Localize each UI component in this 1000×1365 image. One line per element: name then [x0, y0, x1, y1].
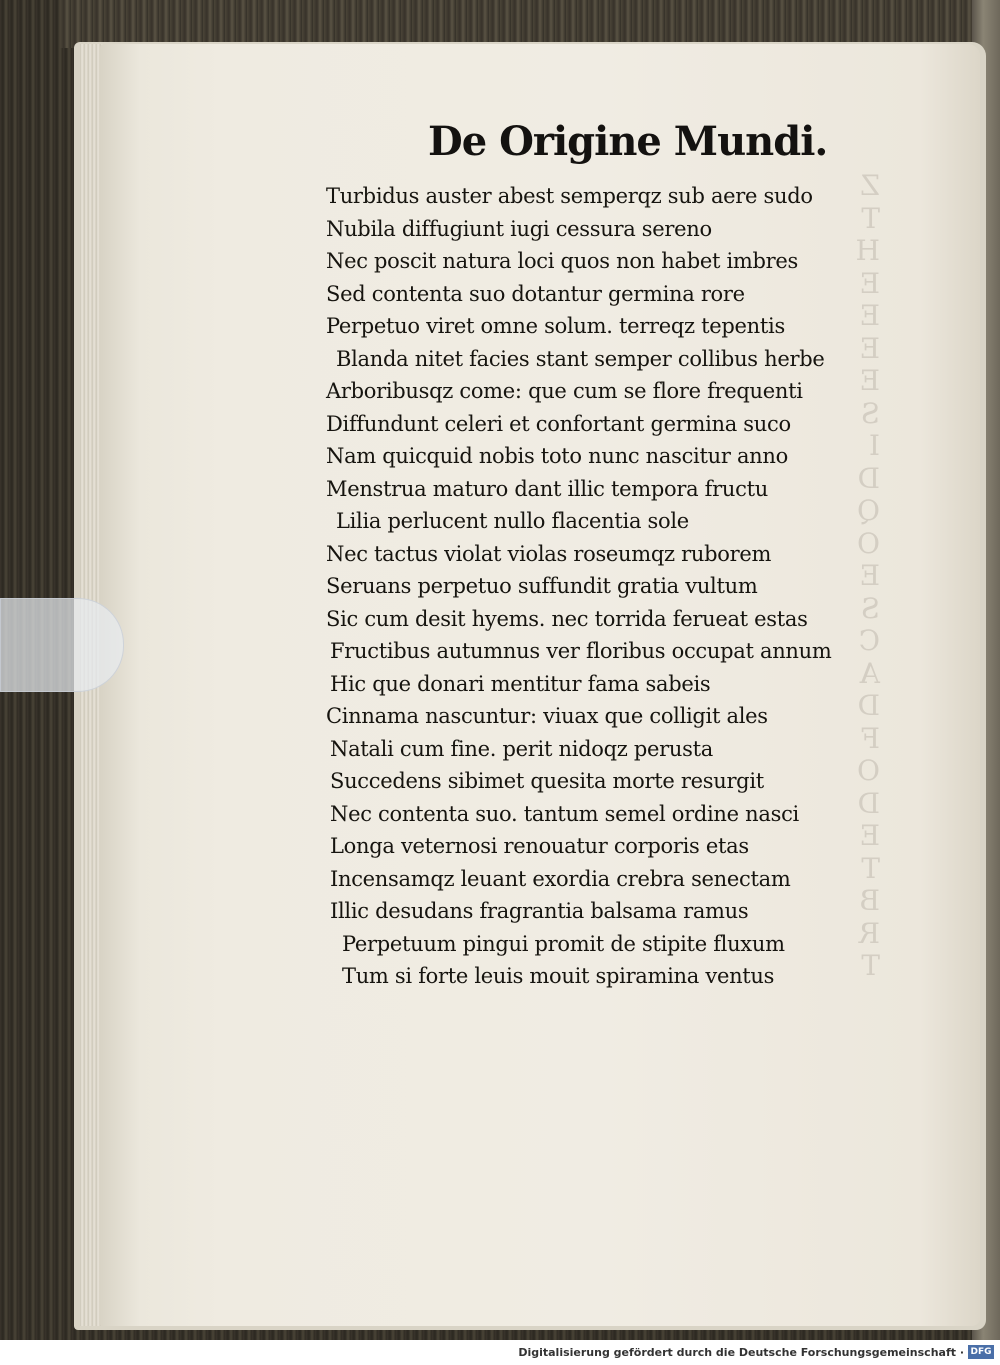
funding-credit: Digitalisierung gefördert durch die Deutsche Forschungsgemeinschaft ·: [518, 1346, 964, 1359]
page-title: De Origine Mundi.: [428, 118, 828, 165]
verse-line: Arboribusqz come: que cum se flore frequenti: [326, 379, 803, 403]
verse-line: Nec tactus violat violas roseumqz ruborem: [326, 541, 772, 566]
verse-list: [326, 180, 866, 993]
transparent-page-clip: [0, 598, 124, 692]
verse-line: Nam quicquid nobis toto nunc nascitur anno: [326, 444, 788, 468]
verse-line: Longa veternosi renouatur corporis etas: [330, 834, 749, 858]
verse-line: Sed contenta suo dotantur germina rore: [326, 281, 745, 306]
verse-line: Perpetuo viret omne solum. terreqz tepentis: [326, 314, 785, 338]
verse-line: Tum si forte leuis mouit spiramina ventus: [342, 964, 775, 988]
verse-line: Blanda nitet facies stant semper collibus herbe: [336, 346, 825, 371]
verse-line: Natali cum fine. perit nidoqz perusta: [330, 736, 713, 761]
verse-line: Nec contenta suo. tantum semel ordine nasci: [330, 801, 799, 826]
verse-line: Nubila diffugiunt iugi cessura sereno: [326, 216, 712, 241]
verse-line: Perpetuum pingui promit de stipite fluxum: [342, 931, 785, 956]
verse-line: Diffundunt celeri et confortant germina suco: [326, 411, 791, 436]
verse-line: Nec poscit natura loci quos non habet imbres: [326, 249, 799, 273]
verse-line: Seruans perpetuo suffundit gratia vultum: [326, 574, 758, 598]
verse-line: Incensamqz leuant exordia crebra senectam: [330, 866, 791, 891]
verse-line: Illic desudans fragrantia balsama ramus: [330, 899, 749, 923]
footer-bar: [0, 1340, 1000, 1365]
verse-line: Lilia perlucent nullo flacentia sole: [336, 509, 689, 533]
verse-line: Hic que donari mentitur fama sabeis: [330, 671, 711, 696]
verse-line: Succedens sibimet quesita morte resurgit: [330, 769, 764, 793]
verse-line: Menstrua maturo dant illic tempora fructu: [326, 476, 768, 501]
dfg-logo-icon: DFG: [968, 1345, 994, 1359]
verse-line: Fructibus autumnus ver floribus occupat annum: [330, 639, 832, 663]
book-binding-top: [60, 0, 1000, 48]
verse-line: Cinnama nascuntur: viuax que colligit ales: [326, 704, 768, 728]
verse-line: Sic cum desit hyems. nec torrida ferueat estas: [326, 606, 808, 631]
verse-line: Turbidus auster abest semperqz sub aere sudo: [326, 184, 813, 208]
bleed-through-shadow: Z T H E E E E S I D Q O E S C A D F O D E T B R T: [855, 169, 880, 982]
